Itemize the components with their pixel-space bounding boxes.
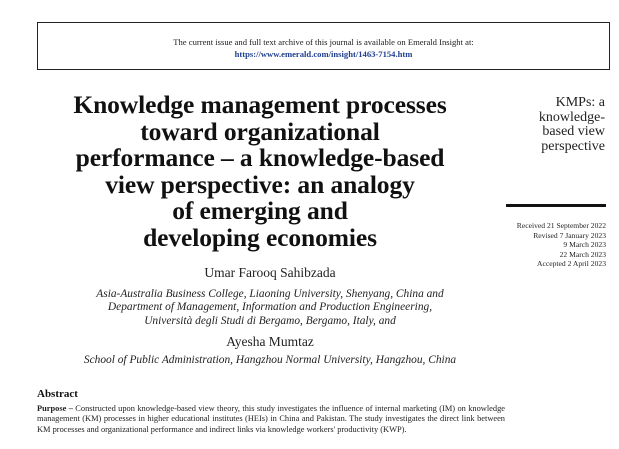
author-name: Ayesha Mumtaz	[226, 334, 314, 349]
article-title	[20, 92, 500, 251]
author-name: Umar Farooq Sahibzada	[204, 265, 336, 280]
running-title-line: knowledge-	[538, 109, 605, 125]
author-affiliation	[0, 354, 540, 367]
affiliation-line: Università degli Studi di Bergamo, Bergamo, Italy, and	[144, 314, 396, 327]
notice-text: The current issue and full text archive of this journal is available on Emerald Insight at:	[173, 37, 474, 47]
article-history-dates	[480, 221, 606, 269]
title-line: Knowledge management processes	[73, 90, 447, 119]
title-line: performance – a knowledge-based	[75, 143, 445, 172]
title-line: developing economies	[143, 222, 377, 252]
abstract-heading: Abstract	[37, 388, 78, 400]
affiliation-line: School of Public Administration, Hangzhou Normal University, Hangzhou, China	[83, 354, 457, 366]
running-title-line: perspective	[541, 138, 605, 154]
sidebar-divider	[506, 204, 606, 207]
title-line: of emerging and	[172, 196, 348, 225]
purpose-label: Purpose –	[37, 404, 73, 413]
abstract-purpose	[37, 404, 505, 435]
author-affiliation	[0, 288, 540, 328]
date-revised: 22 March 2023	[559, 249, 606, 259]
affiliation-line: Asia-Australia Business College, Liaoning University, Shenyang, China and	[96, 288, 444, 300]
date-received: Received 21 September 2022	[516, 221, 606, 230]
running-title-line: based view	[542, 124, 605, 139]
running-title-line: KMPs: a	[555, 95, 605, 110]
title-line: toward organizational	[140, 116, 380, 146]
date-revised: 9 March 2023	[563, 240, 606, 250]
date-revised: Revised 7 January 2023	[533, 230, 606, 240]
date-accepted: Accepted 2 April 2023	[537, 259, 606, 269]
running-title	[515, 96, 605, 154]
title-line: view perspective: an analogy	[105, 169, 415, 199]
journal-access-notice	[37, 22, 610, 70]
purpose-text: Constructed upon knowledge-based view theory, this study investigates the influence of internal marketing (IM) on knowledge management (KM) processes in higher educational institutes (HEIs) in China and Pakistan. The study investigates the direct link between KM processes and organizational performance and indirect links via knowledge workers' productivity (KWP).	[37, 404, 505, 434]
affiliation-line: Department of Management, Information and Production Engineering,	[107, 301, 433, 314]
journal-url-link[interactable]: https://www.emerald.com/insight/1463-7154.htm	[234, 49, 413, 59]
